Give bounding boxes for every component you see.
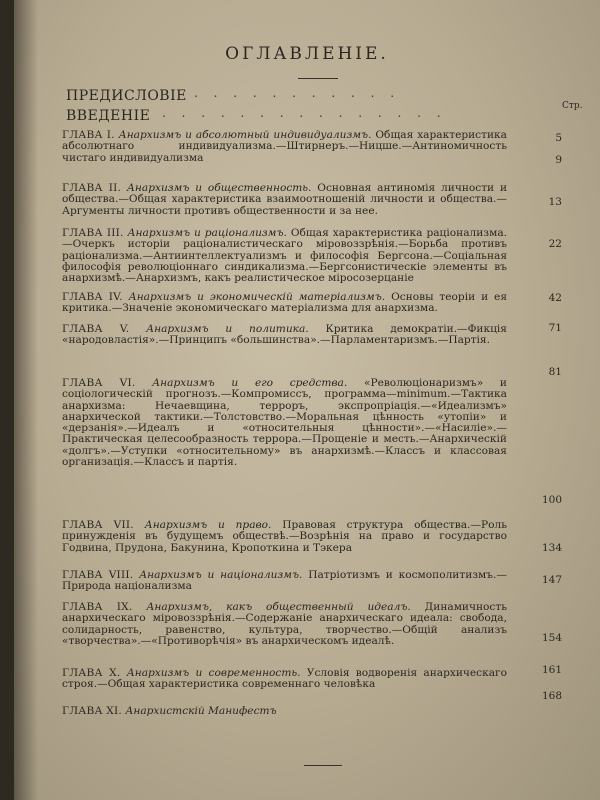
- chapter-10-page: 161: [541, 664, 562, 676]
- chapter-9: ГЛАВА IX. Анархизмъ, какъ общественный идеалъ. Динамичность анархическаго міровоззрѣнія.—Содержаніе анархическаго идеала: свобода, солидарность, равенство, культура, творчество.—Общій анализъ «творчества».—«Противорѣчія» въ анархическомъ идеалѣ.: [62, 601, 507, 647]
- page-title: ОГЛАВЛЕНІЕ.: [225, 44, 389, 64]
- chapter-9-page: 154: [541, 632, 562, 644]
- chapter-10: ГЛАВА X. Анархизмъ и современность. Условія водворенія анархическаго строя.—Общая характеристика современнаго человѣка: [62, 667, 507, 691]
- chapter-6: ГЛАВА VI. Анархизмъ и его средства. «Революціонаризмъ» и соціологическій прогнозъ.—Компромиссъ, программа—minimum.—Тактика анархизма: Нечаевщина, терроръ, экспропріація.—«Идеализмъ» анархической тактики.—Толстовство.—Моральная цѣнность «утопіи» и «дерзанія».—Идеалъ и «относительныя цѣнности».—«Насиліе».—Практическая целесообразность террора.—Прощеніе и месть.—Анархическій «долгъ».—Уступки «относительному» въ анархизмѣ.—Классъ и классовая организація.—Классъ и партія.: [62, 377, 507, 469]
- chapter-8-page: 147: [541, 574, 562, 586]
- title-divider: [298, 78, 338, 79]
- front-matter-introduction: [66, 108, 150, 124]
- chapter-2: ГЛАВА II. Анархизмъ и общественность. Основная антиномія личности и общества.—Общая характеристика взаимоотношеній личности и общества.—Аргументы личности противъ общественности и за нее.: [62, 182, 507, 217]
- chapter-1: ГЛАВА I. Анархизмъ и абсолютный индивидуализмъ. Общая характеристика абсолютнаго индивидуализма.—Штирнеръ.—Ницше.—Антиномичность чистаго индивидуализма: [62, 129, 507, 164]
- chapter-4: ГЛАВА IV. Анархизмъ и экономическій матеріализмъ. Основы теоріи и ея критика.—Значеніе экономическаго матеріализма для анархизма.: [62, 291, 507, 315]
- chapter-3: ГЛАВА III. Анархизмъ и раціонализмъ. Общая характеристика раціонализма.—Очеркъ исторіи раціоналистическаго міровоззрѣнія.—Борьба противъ раціонализма.—Антиинтеллектуализмъ и философія Бергсона.—Соціальная философія революціоннаго синдикализма.—Бергсонистическіе элементы въ анархизмѣ.—Анархизмъ, какъ реалистическое міросозерцаніе: [62, 227, 507, 285]
- chapter-6-page: 100: [541, 494, 562, 506]
- chapter-5: ГЛАВА V. Анархизмъ и политика. Критика демократіи.—Фикція «народовластія».—Принципъ «большинства».—Парламентаризмъ.—Партія.: [62, 323, 507, 347]
- bottom-divider: [304, 765, 342, 766]
- book-page: [14, 0, 600, 800]
- chapter-3-page: 22: [548, 238, 562, 250]
- chapter-5-page: 71: [548, 322, 562, 334]
- chapter-8: ГЛАВА VIII. Анархизмъ и націонализмъ. Патріотизмъ и космополитизмъ.—Природа націонализма: [62, 569, 507, 593]
- front-matter-preface: [66, 88, 187, 104]
- chapter-7-page: 134: [541, 542, 562, 554]
- chapter-2-page: 13: [548, 196, 562, 208]
- preface-dots: . . . . . . . . . . .: [194, 86, 401, 100]
- chapter-1-page: 5: [555, 132, 562, 144]
- introduction-label: ВВЕДЕНІЕ: [66, 108, 151, 124]
- chapter-11: ГЛАВА XI. Анархистскій Манифестъ: [62, 705, 277, 717]
- preface-label: ПРЕДИСЛОВІЕ: [66, 88, 187, 104]
- chapter-10-page-2: 168: [541, 690, 562, 702]
- page-gutter-shadow: [14, 0, 38, 800]
- chapter-5-page-2: 81: [548, 366, 562, 378]
- chapter-1-page-2: 9: [555, 154, 562, 166]
- page-column-label: Стр.: [562, 101, 583, 111]
- chapter-7: ГЛАВА VII. Анархизмъ и право. Правовая структура общества.—Роль принужденія въ будущемъ обществѣ.—Возрѣнія на право и государство Годвина, Прудона, Бакунина, Кропоткина и Тэкера: [62, 519, 507, 554]
- introduction-dots: . . . . . . . . . . . . . . .: [162, 106, 447, 120]
- chapter-4-page: 42: [548, 292, 562, 304]
